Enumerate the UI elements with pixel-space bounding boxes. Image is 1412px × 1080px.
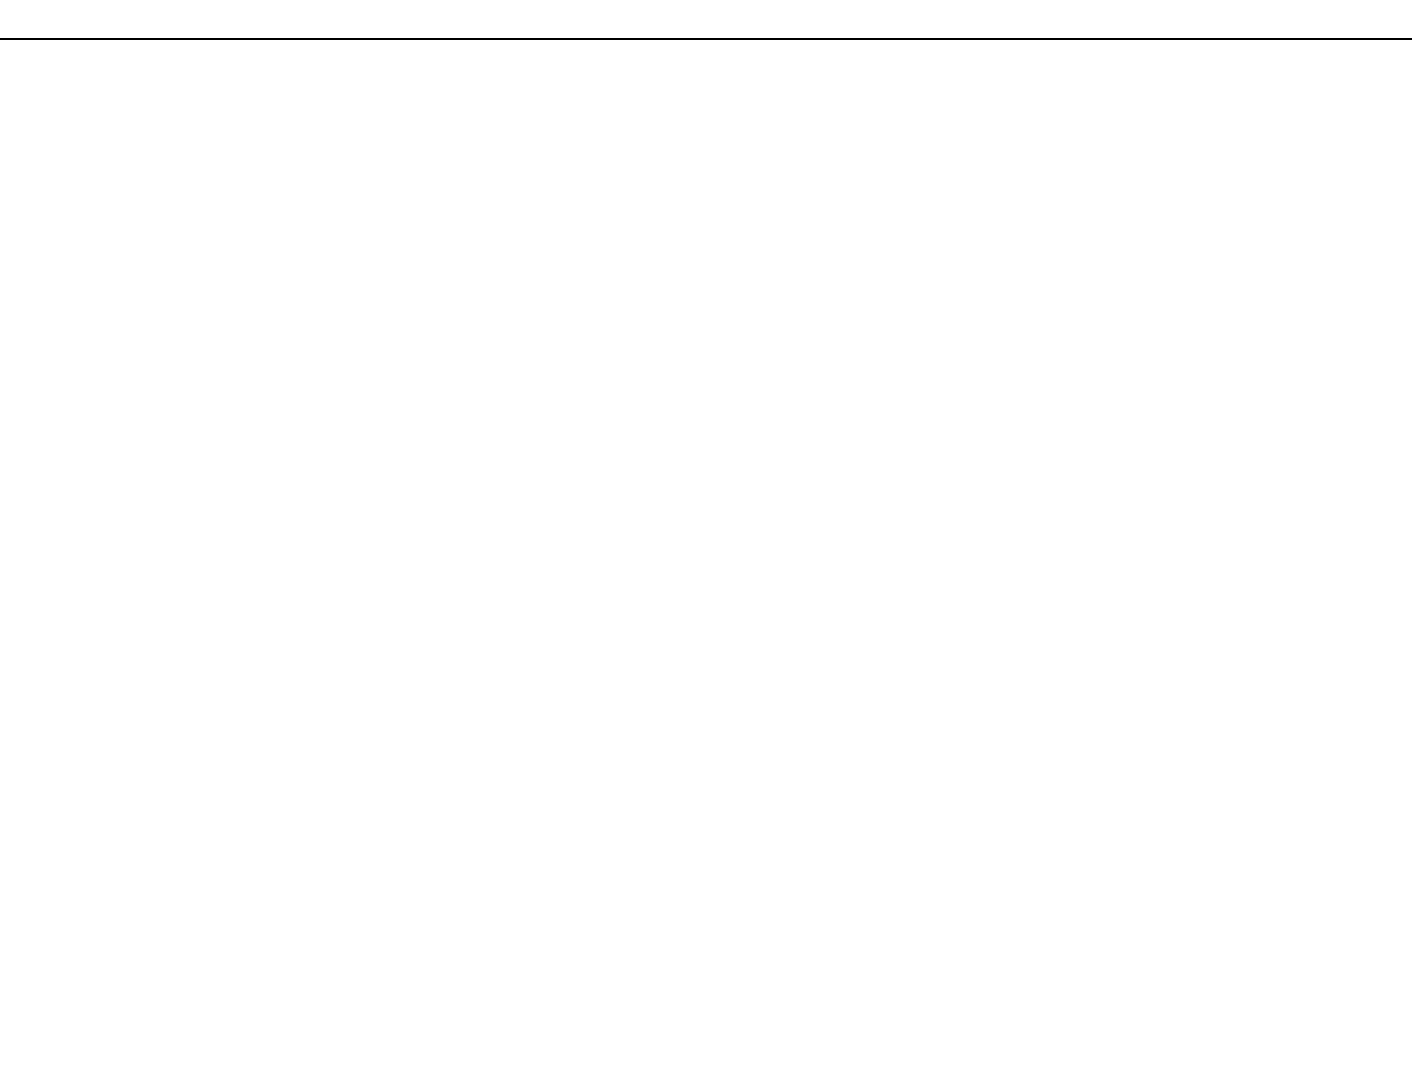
header-rule xyxy=(0,38,1412,40)
header-row xyxy=(0,7,1412,33)
